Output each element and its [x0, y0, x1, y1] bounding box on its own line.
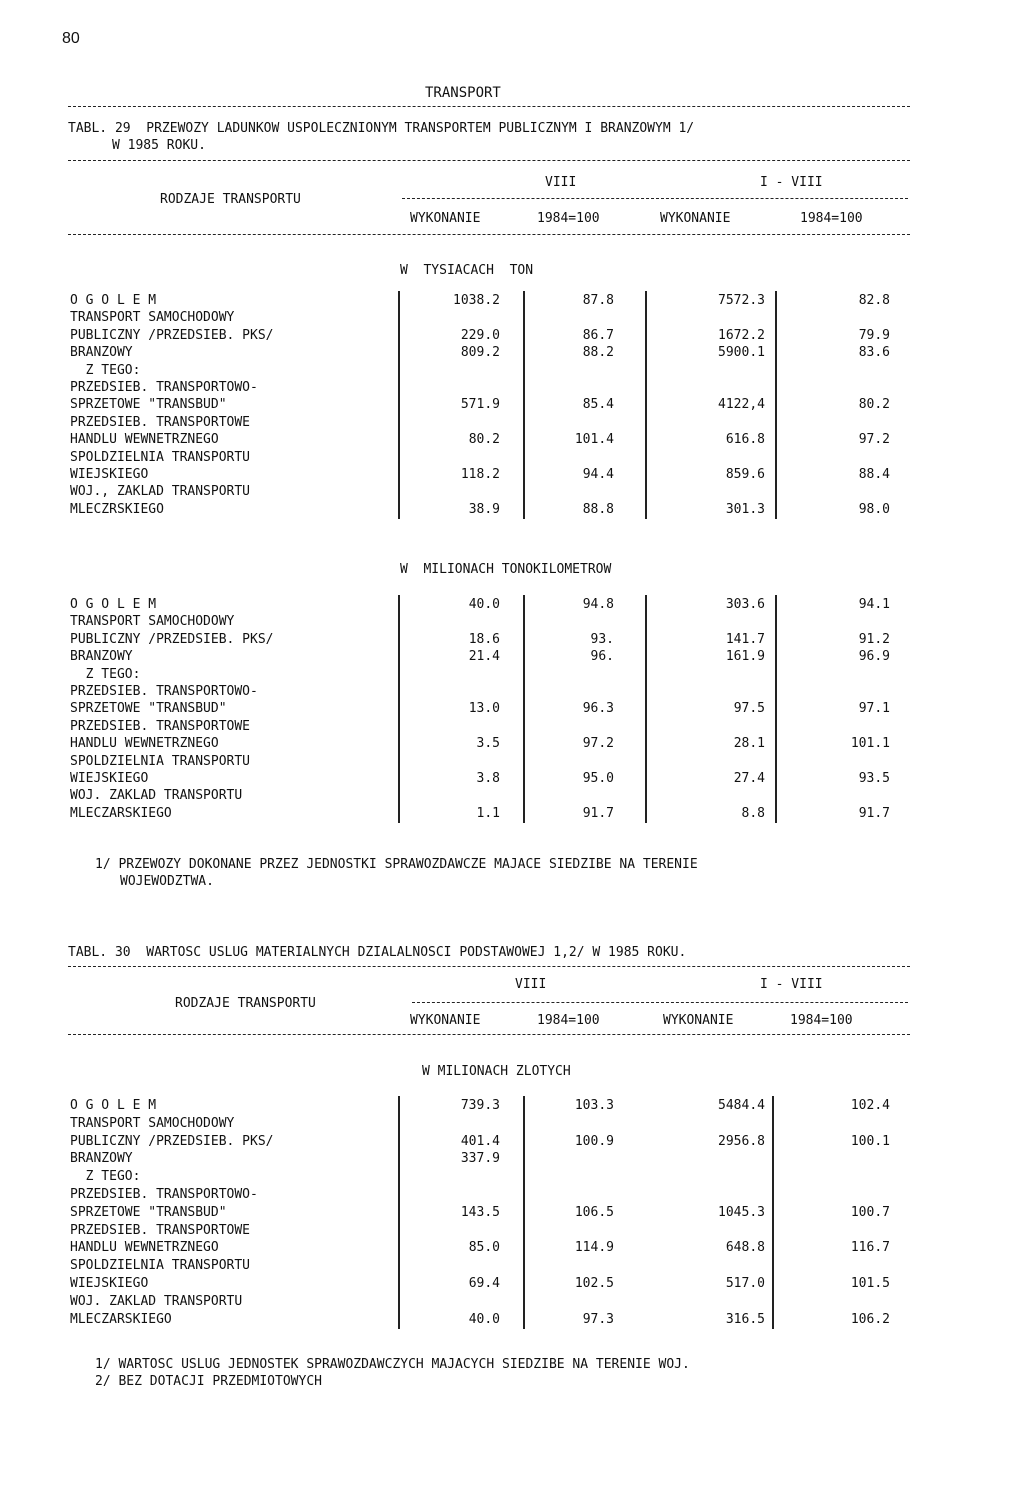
table-row [0, 1294, 1024, 1311]
row-label: HANDLU WEWNETRZNEGO [70, 432, 219, 448]
table-cell: 82.8 [858, 293, 890, 308]
table-cell: 91.7 [582, 805, 614, 821]
table-cell: 4122,4 [718, 397, 765, 413]
column-divider [398, 291, 400, 519]
row-label: SPRZETOWE "TRANSBUD" [70, 397, 227, 413]
footnote-cont: WOJEWODZTWA. [120, 874, 214, 889]
table-cell: 859.6 [725, 467, 765, 482]
footnote: 1/ PRZEWOZY DOKONANE PRZEZ JEDNOSTKI SPRAWOZDAWCZE MAJACE SIEDZIBE NA TERENIE [95, 857, 698, 872]
row-label: MLECZARSKIEGO [70, 805, 172, 821]
table-cell: 648.8 [725, 1240, 765, 1256]
row-label: Z TEGO: [70, 666, 141, 682]
column-divider [775, 291, 777, 519]
table-cell: 101.5 [850, 1276, 890, 1291]
table-cell: 116.7 [850, 1240, 890, 1256]
row-label: SPOLDZIELNIA TRANSPORTU [70, 1258, 251, 1274]
column-divider [398, 1096, 400, 1329]
row-label: WOJ. ZAKLAD TRANSPORTU [70, 1293, 243, 1309]
table-cell: 98.0 [858, 501, 890, 517]
page-number: 80 [62, 30, 80, 47]
row-label: MLECZARSKIEGO [70, 1311, 172, 1327]
rule [68, 1034, 910, 1035]
table-row [0, 415, 1024, 432]
table-row [0, 1187, 1024, 1204]
table-cell: 83.6 [858, 345, 890, 361]
table-cell: 79.9 [858, 327, 890, 343]
table-row [0, 788, 1024, 805]
table-cell: 8.8 [741, 805, 765, 821]
sub-header: WYKONANIE [663, 1013, 734, 1028]
column-divider [775, 595, 777, 823]
table-row [0, 684, 1024, 701]
table-cell: 2956.8 [718, 1133, 765, 1149]
table-cell: 96.3 [582, 701, 614, 717]
footnote: 1/ WARTOSC USLUG JEDNOSTEK SPRAWOZDAWCZYCH MAJACYCH SIEDZIBE NA TERENIE WOJ. [95, 1357, 690, 1372]
column-divider [523, 1096, 525, 1329]
table-cell: 97.2 [858, 432, 890, 448]
table-cell: 97.5 [733, 701, 765, 717]
column-group-viii: VIII [545, 175, 577, 190]
table-cell: 28.1 [733, 736, 765, 752]
table-cell: 1045.3 [718, 1204, 765, 1220]
table-cell: 616.8 [725, 432, 765, 448]
rule [68, 966, 910, 967]
table-cell: 69.4 [468, 1276, 500, 1291]
table-cell: 103.3 [574, 1098, 614, 1113]
column-group-i-viii: I - VIII [760, 977, 823, 992]
table-row [0, 310, 1024, 327]
table-cell: 303.6 [725, 597, 765, 612]
table-row [0, 380, 1024, 397]
unit-label: W MILIONACH ZLOTYCH [422, 1064, 571, 1079]
row-label: BRANZOWY [70, 1151, 133, 1167]
table-row [0, 806, 1024, 823]
rule [68, 234, 910, 235]
table-row [0, 754, 1024, 771]
table-cell: 96. [590, 649, 614, 665]
table-row [0, 1258, 1024, 1275]
table-cell: 5484.4 [718, 1098, 765, 1113]
table-cell: 5900.1 [718, 345, 765, 361]
section-title: TRANSPORT [425, 85, 501, 101]
row-label: Z TEGO: [70, 362, 141, 378]
table-cell: 88.2 [582, 345, 614, 361]
table-cell: 97.3 [582, 1311, 614, 1327]
table-row [0, 1169, 1024, 1186]
table-cell: 401.4 [460, 1133, 500, 1149]
table-row [0, 597, 1024, 614]
table-row [0, 432, 1024, 449]
row-label: Z TEGO: [70, 1169, 141, 1185]
table-row [0, 614, 1024, 631]
table-cell: 88.8 [582, 501, 614, 517]
rule [412, 1002, 908, 1003]
row-label: PRZEDSIEB. TRANSPORTOWE [70, 718, 251, 734]
table-row [0, 667, 1024, 684]
table-row [0, 1134, 1024, 1151]
rule [68, 106, 910, 107]
table-cell: 301.3 [725, 501, 765, 517]
table-cell: 96.9 [858, 649, 890, 665]
row-label: WIEJSKIEGO [70, 467, 149, 482]
column-divider [772, 1096, 774, 1329]
table-row [0, 450, 1024, 467]
table-cell: 86.7 [582, 327, 614, 343]
table-cell: 517.0 [725, 1276, 765, 1291]
table-row [0, 1205, 1024, 1222]
table-cell: 85.0 [468, 1240, 500, 1256]
column-group-i-viii: I - VIII [760, 175, 823, 190]
footnote: 2/ BEZ DOTACJI PRZEDMIOTOWYCH [95, 1374, 322, 1389]
row-label: O G O L E M [70, 293, 157, 308]
table-cell: 91.2 [858, 631, 890, 647]
table-cell: 95.0 [582, 771, 614, 786]
table-cell: 40.0 [468, 1311, 500, 1327]
table-row [0, 771, 1024, 788]
table-cell: 106.2 [850, 1311, 890, 1327]
column-divider [523, 595, 525, 823]
row-header: RODZAJE TRANSPORTU [160, 192, 301, 207]
table-cell: 94.8 [582, 597, 614, 612]
sub-header: 1984=100 [537, 1013, 600, 1028]
sub-header: WYKONANIE [410, 211, 481, 226]
row-label: BRANZOWY [70, 345, 133, 361]
table-row [0, 1223, 1024, 1240]
unit-label: W MILIONACH TONOKILOMETROW [400, 562, 612, 577]
table-cell: 80.2 [468, 432, 500, 448]
row-label: BRANZOWY [70, 649, 133, 665]
table-cell: 114.9 [574, 1240, 614, 1256]
table-row [0, 1312, 1024, 1329]
column-divider [523, 291, 525, 519]
row-label: HANDLU WEWNETRZNEGO [70, 1240, 219, 1256]
table-cell: 21.4 [468, 649, 500, 665]
table-cell: 337.9 [460, 1151, 500, 1167]
table-cell: 7572.3 [718, 293, 765, 308]
row-label: MLECZRSKIEGO [70, 501, 164, 517]
rule [68, 160, 910, 161]
unit-label: W TYSIACACH TON [400, 263, 534, 278]
table-cell: 161.9 [725, 649, 765, 665]
table-cell: 87.8 [582, 293, 614, 308]
row-label: O G O L E M [70, 1098, 157, 1113]
table-cell: 80.2 [858, 397, 890, 413]
rule [402, 198, 908, 199]
row-label: SPRZETOWE "TRANSBUD" [70, 1204, 227, 1220]
table-caption: TABL. 30 WARTOSC USLUG MATERIALNYCH DZIALALNOSCI PODSTAWOWEJ 1,2/ W 1985 ROKU. [68, 945, 687, 960]
table-cell: 101.4 [574, 432, 614, 448]
table-row [0, 736, 1024, 753]
table-cell: 97.1 [858, 701, 890, 717]
table-cell: 229.0 [460, 327, 500, 343]
table-row [0, 1240, 1024, 1257]
table-row [0, 1116, 1024, 1133]
sub-header: 1984=100 [800, 211, 863, 226]
table-row [0, 293, 1024, 310]
row-label: WOJ., ZAKLAD TRANSPORTU [70, 484, 251, 500]
table-cell: 3.5 [476, 736, 500, 752]
table-cell: 27.4 [733, 771, 765, 786]
table-cell: 13.0 [468, 701, 500, 717]
table-cell: 102.5 [574, 1276, 614, 1291]
sub-header: WYKONANIE [410, 1013, 481, 1028]
table-row [0, 484, 1024, 501]
row-label: SPRZETOWE "TRANSBUD" [70, 701, 227, 717]
sub-header: 1984=100 [790, 1013, 853, 1028]
column-divider [645, 595, 647, 823]
table-cell: 85.4 [582, 397, 614, 413]
table-cell: 102.4 [850, 1098, 890, 1113]
table-row [0, 719, 1024, 736]
column-divider [645, 291, 647, 519]
table-cell: 1.1 [476, 805, 500, 821]
table-caption-cont: W 1985 ROKU. [112, 138, 206, 153]
row-label: HANDLU WEWNETRZNEGO [70, 736, 219, 752]
row-label: TRANSPORT SAMOCHODOWY [70, 614, 235, 630]
row-label: PUBLICZNY /PRZEDSIEB. PKS/ [70, 327, 274, 343]
table-row [0, 1276, 1024, 1293]
table-cell: 18.6 [468, 631, 500, 647]
table-row [0, 632, 1024, 649]
table-row [0, 467, 1024, 484]
table-row [0, 1098, 1024, 1115]
row-label: TRANSPORT SAMOCHODOWY [70, 310, 235, 326]
table-cell: 40.0 [468, 597, 500, 612]
table-cell: 101.1 [850, 736, 890, 752]
table-row [0, 397, 1024, 414]
table-row [0, 701, 1024, 718]
table-cell: 97.2 [582, 736, 614, 752]
table-cell: 1038.2 [453, 293, 500, 308]
table-cell: 106.5 [574, 1204, 614, 1220]
table-cell: 809.2 [460, 345, 500, 361]
table-cell: 316.5 [725, 1311, 765, 1327]
row-label: PRZEDSIEB. TRANSPORTOWE [70, 1222, 251, 1238]
table-cell: 1672.2 [718, 327, 765, 343]
table-row [0, 328, 1024, 345]
sub-header: 1984=100 [537, 211, 600, 226]
row-label: SPOLDZIELNIA TRANSPORTU [70, 449, 251, 465]
table-cell: 739.3 [460, 1098, 500, 1113]
table-row [0, 363, 1024, 380]
row-label: WIEJSKIEGO [70, 771, 149, 786]
table-cell: 93.5 [858, 771, 890, 786]
table-cell: 93. [590, 631, 614, 647]
table-row [0, 502, 1024, 519]
row-label: PUBLICZNY /PRZEDSIEB. PKS/ [70, 631, 274, 647]
table-row [0, 649, 1024, 666]
row-label: WOJ. ZAKLAD TRANSPORTU [70, 788, 243, 804]
row-label: SPOLDZIELNIA TRANSPORTU [70, 753, 251, 769]
column-divider [398, 595, 400, 823]
table-cell: 571.9 [460, 397, 500, 413]
table-cell: 38.9 [468, 501, 500, 517]
row-label: PRZEDSIEB. TRANSPORTOWE [70, 414, 251, 430]
table-cell: 143.5 [460, 1204, 500, 1220]
table-cell: 141.7 [725, 631, 765, 647]
table-cell: 94.4 [582, 467, 614, 482]
table-caption: TABL. 29 PRZEWOZY LADUNKOW USPOLECZNIONYM TRANSPORTEM PUBLICZNYM I BRANZOWYM 1/ [68, 121, 695, 136]
column-group-viii: VIII [515, 977, 547, 992]
row-label: WIEJSKIEGO [70, 1276, 149, 1291]
table-cell: 94.1 [858, 597, 890, 612]
table-cell: 100.1 [850, 1133, 890, 1149]
row-label: TRANSPORT SAMOCHODOWY [70, 1115, 235, 1131]
row-label: PRZEDSIEB. TRANSPORTOWO- [70, 684, 258, 699]
sub-header: WYKONANIE [660, 211, 731, 226]
table-cell: 100.9 [574, 1133, 614, 1149]
row-label: PRZEDSIEB. TRANSPORTOWO- [70, 1187, 258, 1202]
table-cell: 118.2 [460, 467, 500, 482]
table-row [0, 1151, 1024, 1168]
table-row [0, 345, 1024, 362]
row-header: RODZAJE TRANSPORTU [175, 996, 316, 1011]
row-label: PUBLICZNY /PRZEDSIEB. PKS/ [70, 1133, 274, 1149]
table-cell: 88.4 [858, 467, 890, 482]
row-label: PRZEDSIEB. TRANSPORTOWO- [70, 380, 258, 395]
row-label: O G O L E M [70, 597, 157, 612]
table-cell: 100.7 [850, 1204, 890, 1220]
table-cell: 3.8 [476, 771, 500, 786]
table-cell: 91.7 [858, 805, 890, 821]
